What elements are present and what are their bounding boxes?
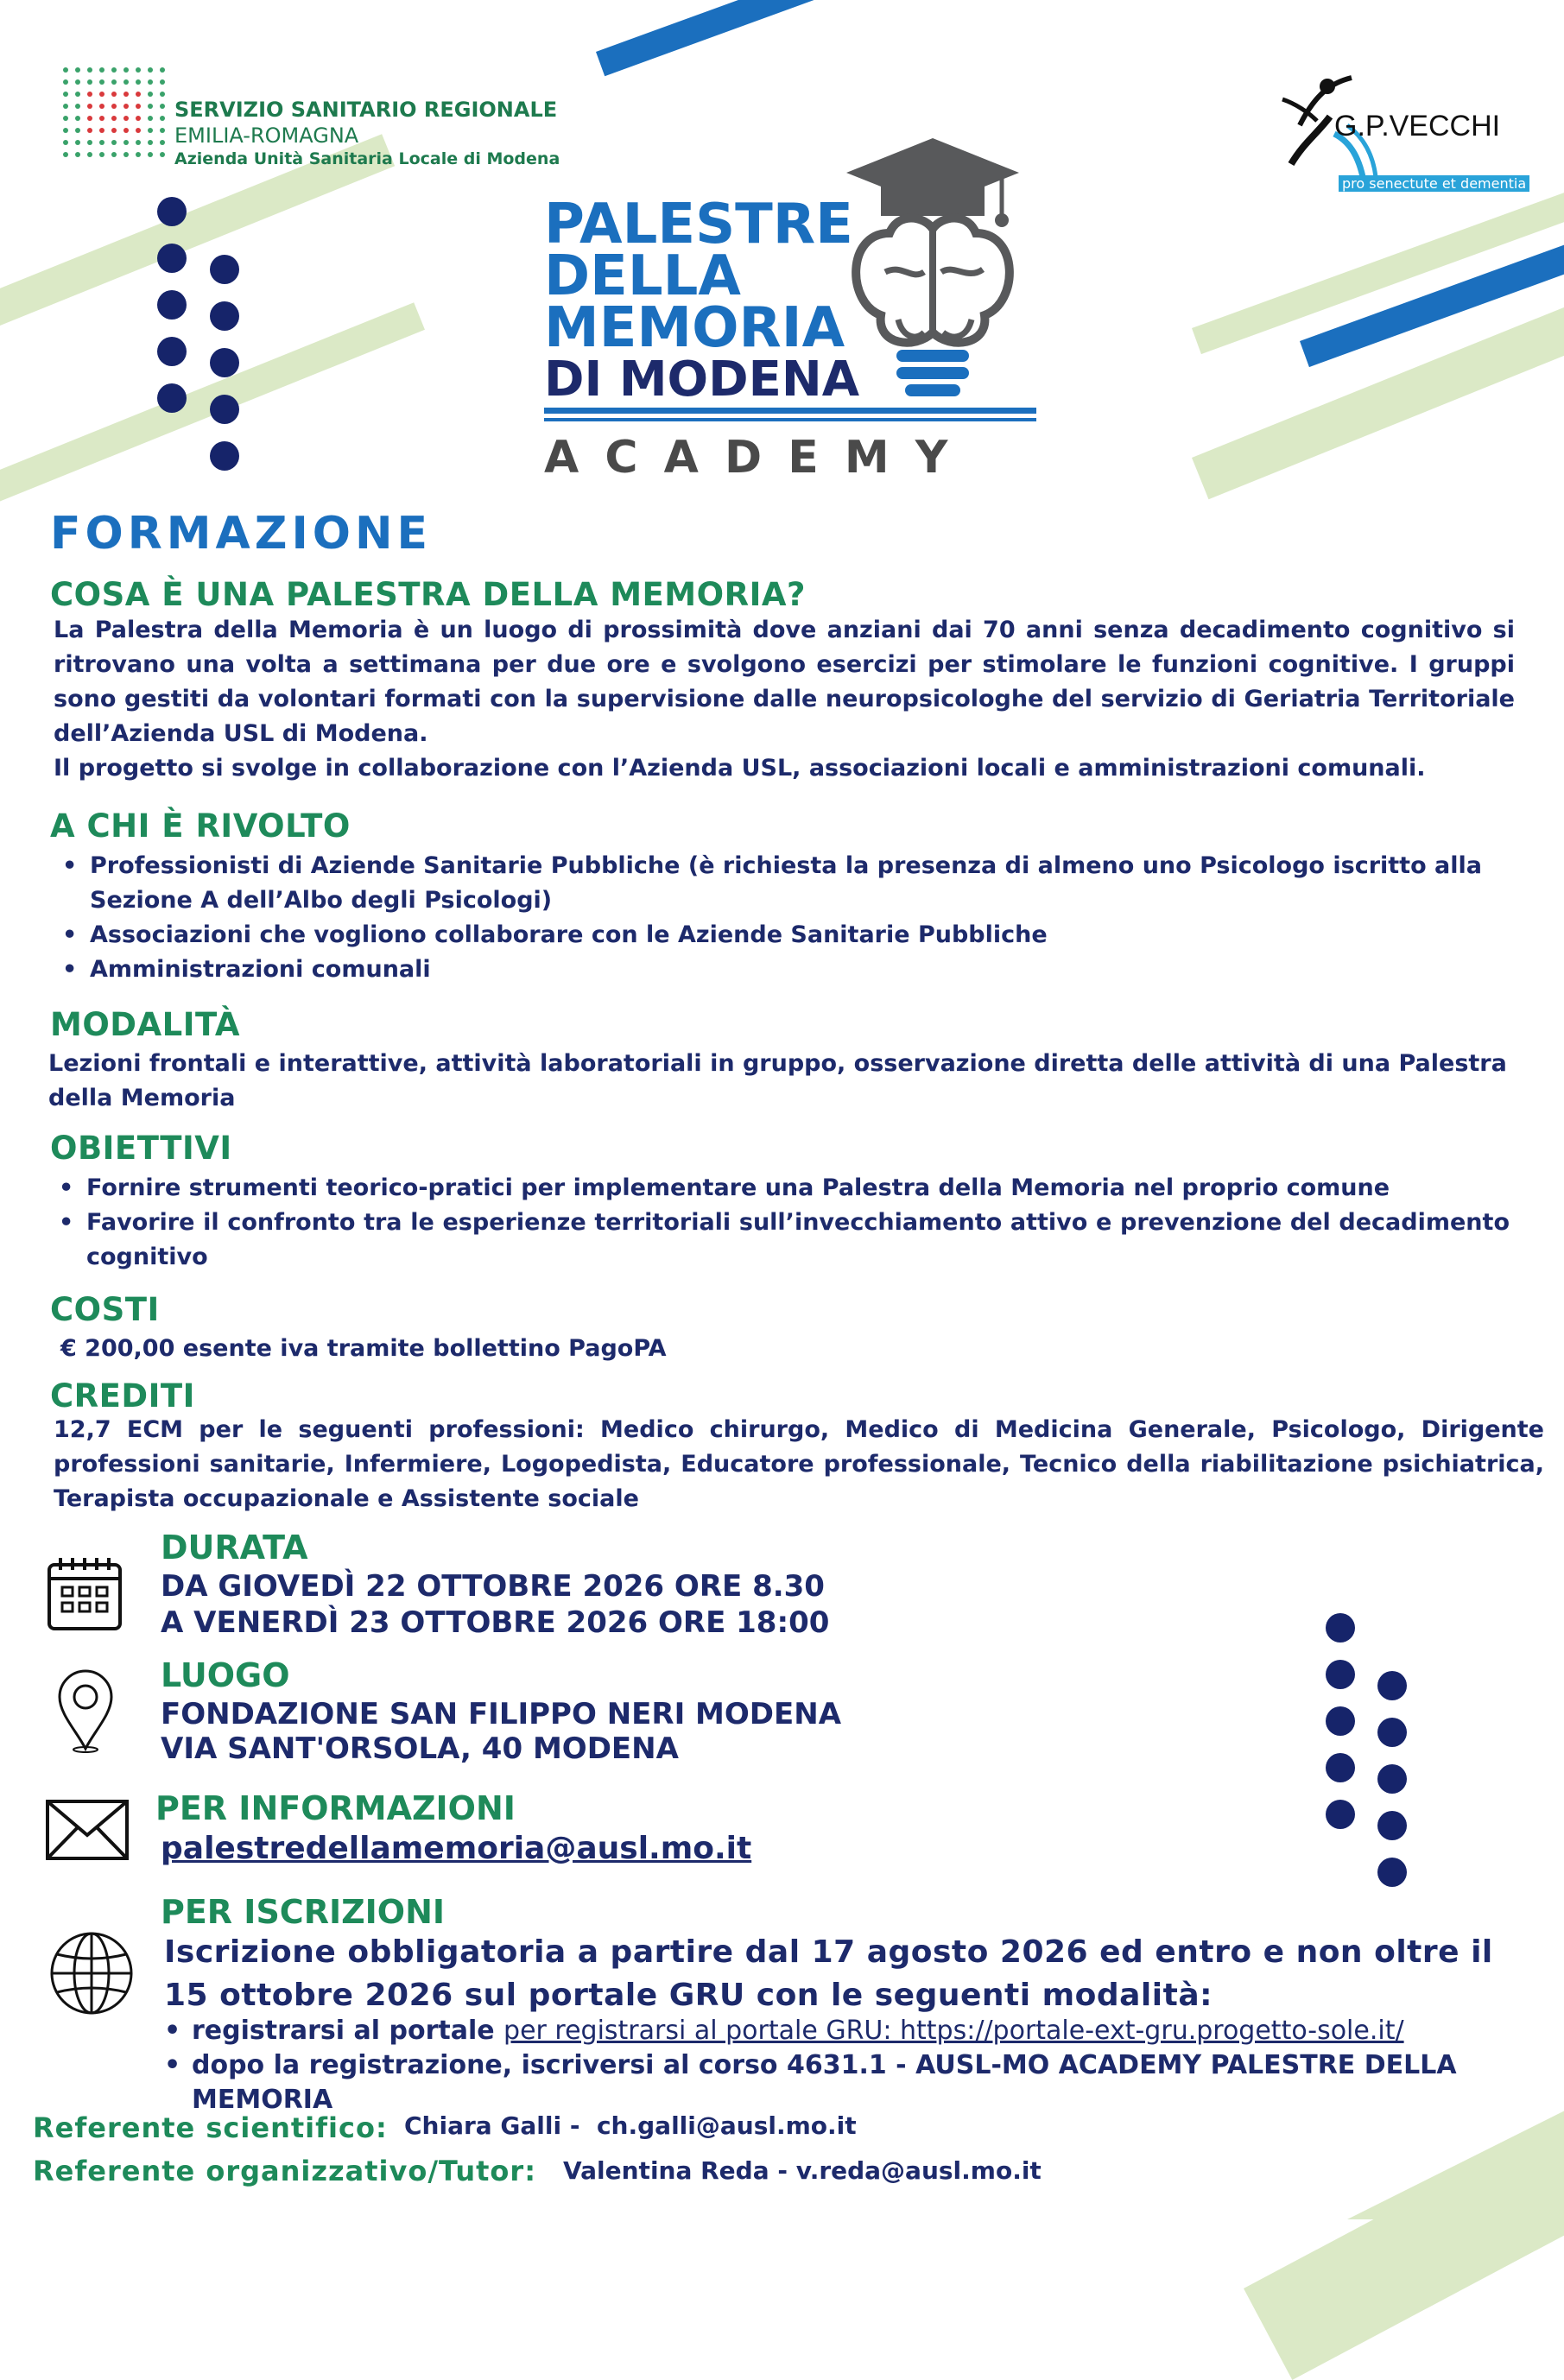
referente-organizzativo-name: Valentina Reda - v.reda@ausl.mo.it <box>563 2156 1042 2185</box>
rivolto-list <box>54 849 1513 987</box>
crediti-text: 12,7 ECM per le seguenti professioni: Medico chirurgo, Medico di Medicina Generale, Psicologo, Dirigente professioni sanitarie, Infermiere, Logopedista, Educatore professionale, Tecnico della riabilitazione psichiatrica, Terapista occupazionale e Assistente sociale <box>54 1416 1544 1512</box>
globe-icon <box>48 1930 135 2016</box>
durata-line1: DA GIOVEDÌ 22 OTTOBRE 2026 ORE 8.30 <box>161 1569 825 1604</box>
logo-rule-2 <box>544 418 1036 421</box>
ssr-line2: EMILIA-ROMAGNA <box>174 123 359 148</box>
section-title-cosa: COSA È UNA PALESTRA DELLA MEMORIA? <box>50 576 806 613</box>
referente-scientifico-label: Referente scientifico: <box>33 2111 388 2144</box>
brain-bulb-icon <box>829 121 1036 406</box>
decor-stripe <box>596 0 840 76</box>
ssr-dots-icon <box>60 65 166 170</box>
section-title-crediti: CREDITI <box>50 1377 195 1415</box>
iscrizioni-title: PER ISCRIZIONI <box>161 1893 446 1931</box>
iscrizioni-list <box>155 2014 1555 2117</box>
list-item: • dopo la registrazione, iscriversi al corso 4631.1 - AUSL-MO ACADEMY PALESTRE DELLA MEMORIA <box>155 2048 1555 2117</box>
gp-vecchi-name: G.P.VECCHI <box>1334 110 1501 142</box>
section-title-obiettivi: OBIETTIVI <box>50 1130 232 1167</box>
ssr-logo <box>60 65 560 177</box>
list-item: • Fornire strumenti teorico-pratici per implementare una Palestra della Memoria nel proprio comune <box>50 1171 1510 1206</box>
list-item: • Amministrazioni comunali <box>54 953 1513 987</box>
list-item: • Professionisti di Aziende Sanitarie Pubbliche (è richiesta la presenza di almeno uno Psicologo iscritto alla Sezione A dell’Albo degli Psicologi) <box>54 849 1513 918</box>
list-item: • Associazioni che vogliono collaborare con le Aziende Sanitarie Pubbliche <box>54 918 1513 953</box>
ssr-line3: Azienda Unità Sanitaria Locale di Modena <box>174 149 560 168</box>
obiettivi-list <box>50 1171 1510 1275</box>
gp-vecchi-tagline: pro senectute et dementia <box>1339 175 1529 192</box>
luogo-line2: VIA SANT'ORSOLA, 40 MODENA <box>161 1731 679 1766</box>
location-pin-icon <box>55 1667 116 1753</box>
logo-line4: DI MODENA <box>544 351 860 408</box>
iscrizioni-text: Iscrizione obbligatoria a partire dal 17 agosto 2026 ed entro e non oltre il 15 ottobre 2026 sul portale GRU con le seguenti modalità: <box>164 1934 1493 2013</box>
section-title-modalita: MODALITÀ <box>50 1006 240 1043</box>
luogo-line1: FONDAZIONE SAN FILIPPO NERI MODENA <box>161 1697 842 1731</box>
referente-scientifico-name: Chiara Galli - ch.galli@ausl.mo.it <box>404 2111 857 2140</box>
logo-line3: MEMORIA <box>544 296 845 360</box>
decor-corner <box>1347 2107 1564 2219</box>
luogo-title: LUOGO <box>161 1656 290 1694</box>
modalita-text: Lezioni frontali e interattive, attività laboratoriali in gruppo, osservazione diretta delle attività di una Palestra della Memoria <box>48 1050 1507 1111</box>
gp-vecchi-logo <box>1265 65 1527 212</box>
section-title-rivolto: A CHI È RIVOLTO <box>50 807 351 845</box>
calendar-icon <box>45 1554 124 1634</box>
list-item: • Favorire il confronto tra le esperienze territoriali sull’invecchiamento attivo e prevenzione del decadimento cognitivo <box>50 1206 1510 1275</box>
palestre-logo <box>544 121 1054 484</box>
informazioni-title: PER INFORMAZIONI <box>155 1789 516 1827</box>
ssr-line1: SERVIZIO SANITARIO REGIONALE <box>174 98 558 122</box>
durata-title: DURATA <box>161 1529 308 1567</box>
main-title: FORMAZIONE <box>50 508 433 560</box>
cosa-paragraph-1: La Palestra della Memoria è un luogo di prossimità dove anziani dai 70 anni senza decadimento cognitivo si ritrovano una volta a settimana per due ore e svolgono esercizi per stimolare le funzioni cognitive. I gruppi sono gestiti da volontari formati con la supervisione dalle neuropsicologhe del servizio di Geriatria Territoriale dell’Azienda USL di Modena. <box>54 617 1515 747</box>
logo-academy: A C A D E M Y <box>544 432 953 484</box>
list-item <box>155 2014 1555 2048</box>
logo-line2: DELLA <box>544 244 741 308</box>
portale-gru-link[interactable]: per registrarsi al portale GRU: https://portale-ext-gru.progetto-sole.it/ <box>503 2016 1404 2046</box>
logo-line1: PALESTRE <box>544 193 853 256</box>
referente-organizzativo-label: Referente organizzativo/Tutor: <box>33 2155 536 2187</box>
durata-line2: A VENERDÌ 23 OTTOBRE 2026 ORE 18:00 <box>161 1605 830 1640</box>
section-title-costi: COSTI <box>50 1291 160 1328</box>
costi-text: € 200,00 esente iva tramite bollettino PagoPA <box>60 1335 667 1362</box>
iscrizioni-item1-prefix: registrarsi al portale <box>192 2016 504 2046</box>
logo-rule <box>544 408 1036 414</box>
informazioni-email-link[interactable]: palestredellamemoria@ausl.mo.it <box>161 1831 752 1866</box>
cosa-paragraph-2: Il progetto si svolge in collaborazione con l’Azienda USL, associazioni locali e amministrazioni comunali. <box>54 755 1426 782</box>
envelope-icon <box>45 1799 130 1861</box>
